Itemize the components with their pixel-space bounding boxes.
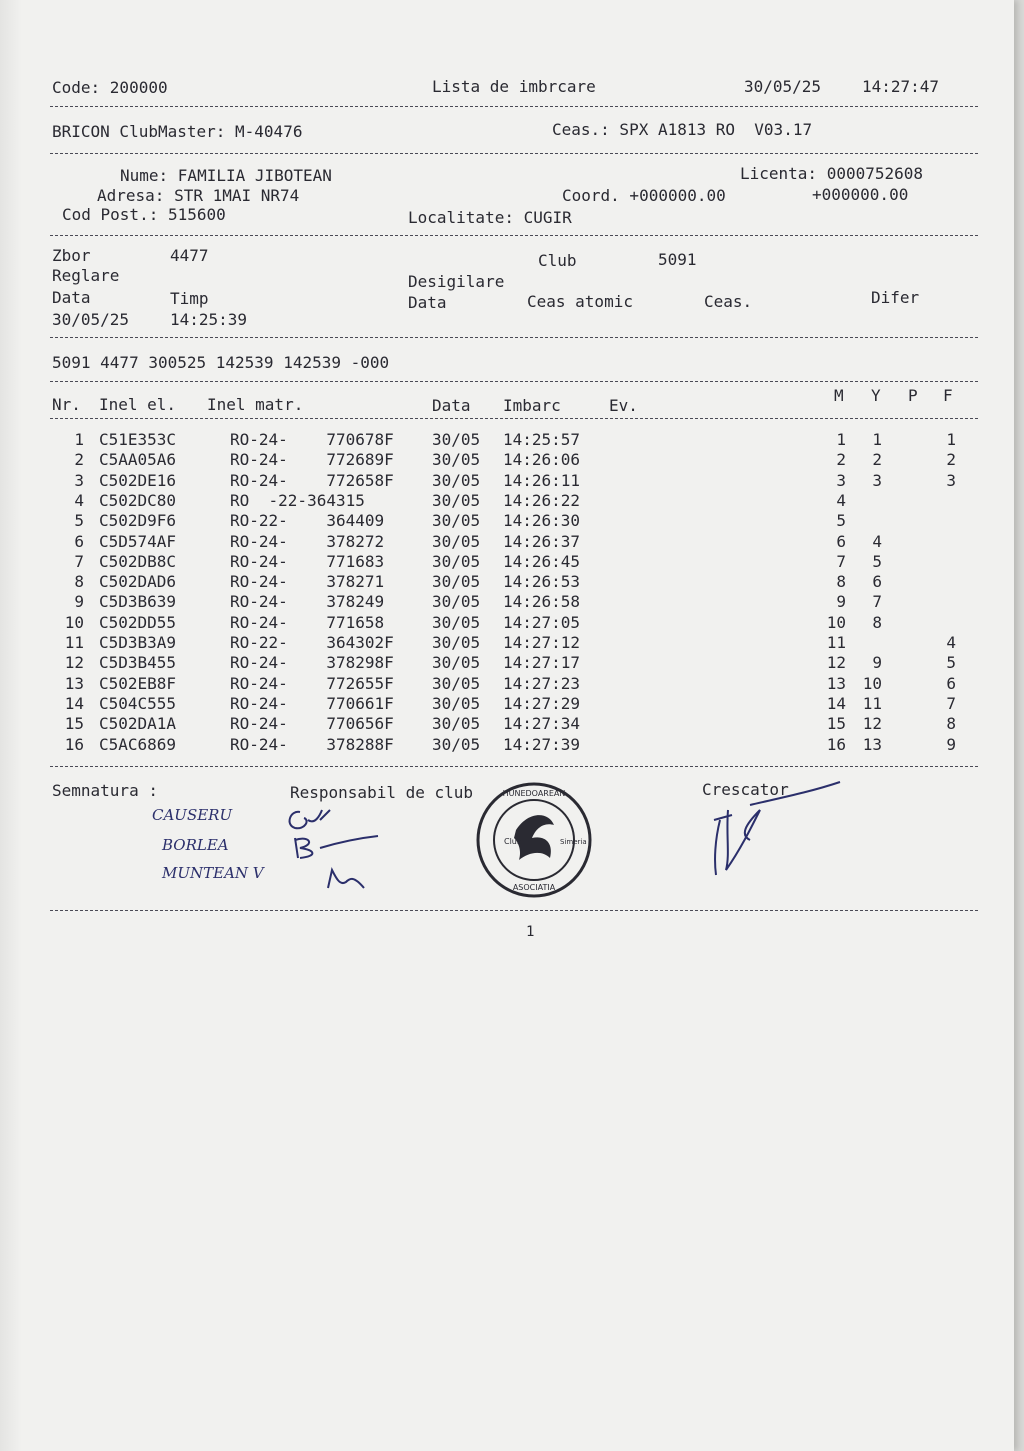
header-date: 30/05/25 (744, 77, 822, 96)
cell-nr: 13 (64, 673, 84, 693)
cell-m: 10 (826, 612, 846, 632)
cell-inel-matr: RO-24- 378271 (230, 572, 394, 592)
table-row (0, 613, 1014, 633)
cell-nr: 15 (64, 714, 84, 734)
cell-data: 30/05 (432, 511, 481, 531)
cell-m: 4 (836, 490, 846, 510)
cell-m: 1 (836, 430, 846, 449)
cell-data: 30/05 (432, 673, 481, 693)
postal-code: Cod Post.: 515600 (62, 205, 226, 224)
reglare-date: 30/05/25 (52, 310, 130, 329)
cell-inel-el: C502EB8F (99, 673, 177, 693)
table-row (0, 592, 1014, 612)
clock-column-label: Ceas. (704, 292, 753, 311)
col-data: Data (432, 396, 471, 415)
cell-imbarc: 14:27:39 (503, 734, 581, 754)
cell-inel-matr: RO -22-364315 (230, 490, 394, 510)
cell-inel-matr: RO-24- 378298F (230, 653, 394, 673)
cell-inel-matr: RO-24- 772658F (230, 470, 394, 490)
header-time: 14:27:47 (862, 77, 940, 96)
flight-label: Zbor (52, 246, 91, 265)
cell-inel-matr: RO-24- 772655F (230, 673, 394, 693)
cell-imbarc: 14:26:45 (503, 551, 581, 571)
col-ev: Ev. (609, 396, 638, 415)
cell-data: 30/05 (432, 531, 481, 551)
cell-nr: 2 (74, 450, 84, 470)
cell-imbarc: 14:26:22 (503, 490, 581, 510)
cell-y: 5 (872, 551, 882, 571)
cell-nr: 8 (74, 572, 84, 592)
cell-inel-el: C502DA1A (99, 714, 177, 734)
table-row (0, 653, 1014, 673)
cell-m: 13 (826, 673, 846, 693)
cell-data: 30/05 (432, 592, 481, 612)
page-number: 1 (526, 924, 535, 940)
breeder-signature (700, 780, 850, 890)
separator (50, 910, 978, 911)
software-label: BRICON ClubMaster: M-40476 (52, 122, 303, 141)
cell-imbarc: 14:27:12 (503, 633, 581, 652)
cell-inel-matr: RO-24- 770661F (230, 693, 394, 713)
cell-y: 9 (872, 653, 882, 673)
cell-m: 11 (826, 633, 846, 652)
cell-inel-el: C5D3B639 (99, 592, 177, 612)
cell-inel-el: C502DD55 (99, 612, 177, 632)
svg-text:Club: Club (504, 837, 522, 846)
cell-data: 30/05 (432, 551, 481, 571)
cell-m: 7 (836, 551, 846, 571)
cell-data: 30/05 (432, 450, 481, 470)
cell-m: 9 (836, 592, 846, 612)
separator (50, 418, 978, 419)
cell-y: 12 (862, 714, 882, 734)
cell-f: 2 (946, 450, 956, 470)
cell-inel-el: C5D3B455 (99, 653, 177, 673)
cell-f: 8 (946, 714, 956, 734)
cell-inel-el: C502D9F6 (99, 511, 177, 531)
cell-m: 5 (836, 511, 846, 531)
handwritten-name-2: BORLEA (162, 836, 229, 854)
cell-m: 12 (826, 653, 846, 673)
cell-data: 30/05 (432, 612, 481, 632)
cell-inel-matr: RO-24- 378249 (230, 592, 394, 612)
col-imbarc: Imbarc (503, 396, 561, 415)
separator (50, 337, 978, 338)
cell-m: 2 (836, 450, 846, 470)
cell-data: 30/05 (432, 653, 481, 673)
col-m: M (834, 386, 844, 405)
coordinates-second: +000000.00 (812, 185, 909, 204)
cell-nr: 12 (64, 653, 84, 673)
cell-data: 30/05 (432, 734, 481, 754)
cell-imbarc: 14:27:05 (503, 612, 581, 632)
cell-nr: 3 (74, 470, 84, 490)
cell-inel-el: C502DE16 (99, 470, 177, 490)
cell-nr: 16 (64, 734, 84, 754)
col-inel-el: Inel el. (99, 395, 177, 414)
club-number: 5091 (658, 250, 697, 269)
table-row (0, 532, 1014, 552)
col-inel-matr: Inel matr. (207, 395, 304, 414)
cell-nr: 7 (74, 551, 84, 571)
cell-m: 14 (826, 693, 846, 713)
cell-nr: 5 (74, 511, 84, 531)
clock-label: Ceas.: SPX A1813 RO V03.17 (552, 120, 813, 139)
cell-imbarc: 14:26:30 (503, 511, 581, 531)
table-row (0, 450, 1014, 470)
cell-inel-matr: RO-24- 772689F (230, 450, 394, 470)
cell-f: 5 (946, 653, 956, 673)
atomic-clock-label: Ceas atomic (527, 292, 633, 311)
separator (50, 235, 978, 236)
separator (50, 106, 978, 107)
handwritten-name-3: MUNTEAN V (162, 864, 264, 882)
flight-code-line: 5091 4477 300525 142539 142539 -000 (52, 353, 390, 372)
cell-imbarc: 14:27:23 (503, 673, 581, 693)
coordinates: Coord. +000000.00 (562, 186, 726, 205)
col-f: F (943, 386, 953, 405)
data-label: Data (52, 288, 91, 307)
timp-label: Timp (170, 289, 209, 308)
cell-nr: 4 (74, 490, 84, 510)
difference-label: Difer (871, 288, 920, 307)
cell-imbarc: 14:27:17 (503, 653, 581, 673)
owner-address: Adresa: STR 1MAI NR74 (97, 186, 300, 205)
cell-inel-matr: RO-24- 770656F (230, 714, 394, 734)
table-row (0, 714, 1014, 734)
cell-inel-matr: RO-24- 771658 (230, 612, 394, 632)
cell-nr: 9 (74, 592, 84, 612)
cell-inel-el: C504C555 (99, 693, 177, 713)
cell-y: 6 (872, 572, 882, 592)
cell-imbarc: 14:26:53 (503, 572, 581, 592)
cell-m: 15 (826, 714, 846, 734)
cell-f: 6 (946, 673, 956, 693)
cell-imbarc: 14:25:57 (503, 430, 581, 449)
table-row (0, 430, 1014, 450)
cell-inel-matr: RO-22- 364409 (230, 511, 394, 531)
cell-nr: 14 (64, 693, 84, 713)
table-row (0, 511, 1014, 531)
club-stamp (474, 780, 594, 900)
cell-y: 10 (862, 673, 882, 693)
cell-y: 13 (862, 734, 882, 754)
cell-imbarc: 14:26:37 (503, 531, 581, 551)
reglare-time: 14:25:39 (170, 310, 248, 329)
cell-imbarc: 14:27:29 (503, 693, 581, 713)
cell-nr: 10 (64, 612, 84, 632)
table-row (0, 694, 1014, 714)
cell-y: 4 (872, 531, 882, 551)
cell-f: 3 (946, 470, 956, 490)
table-row (0, 735, 1014, 755)
cell-inel-el: C51E353C (99, 430, 177, 449)
signature-marks (260, 790, 390, 900)
cell-inel-el: C502DAD6 (99, 572, 177, 592)
document-title: Lista de imbrcare (432, 77, 596, 96)
cell-inel-matr: RO-24- 770678F (230, 430, 394, 449)
cell-data: 30/05 (432, 430, 481, 449)
table-row (0, 552, 1014, 572)
cell-m: 16 (826, 734, 846, 754)
cell-data: 30/05 (432, 572, 481, 592)
cell-data: 30/05 (432, 470, 481, 490)
svg-text:ASOCIATIA: ASOCIATIA (512, 883, 556, 892)
cell-imbarc: 14:26:06 (503, 450, 581, 470)
cell-nr: 1 (74, 430, 84, 449)
cell-y: 3 (872, 470, 882, 490)
cell-y: 7 (872, 592, 882, 612)
svg-text:HUNEDOAREAN: HUNEDOAREAN (502, 789, 566, 798)
desigilare-data-label: Data (408, 293, 447, 312)
flight-number: 4477 (170, 246, 209, 265)
cell-data: 30/05 (432, 693, 481, 713)
cell-inel-matr: RO-22- 364302F (230, 633, 394, 652)
col-nr: Nr. (52, 395, 81, 414)
cell-inel-el: C5AA05A6 (99, 450, 177, 470)
cell-m: 6 (836, 531, 846, 551)
license-number: Licenta: 0000752608 (740, 164, 924, 183)
separator (50, 381, 978, 382)
cell-inel-matr: RO-24- 378288F (230, 734, 394, 754)
cell-y: 11 (862, 693, 882, 713)
breeder-label: Crescator (702, 780, 789, 799)
table-row (0, 572, 1014, 592)
cell-inel-el: C502DC80 (99, 490, 177, 510)
cell-inel-el: C5AC6869 (99, 734, 177, 754)
table-row (0, 633, 1014, 653)
cell-m: 8 (836, 572, 846, 592)
separator (50, 153, 978, 154)
cell-inel-el: C5D3B3A9 (99, 633, 177, 652)
cell-y: 2 (872, 450, 882, 470)
cell-imbarc: 14:26:11 (503, 470, 581, 490)
cell-inel-matr: RO-24- 378272 (230, 531, 394, 551)
cell-f: 7 (946, 693, 956, 713)
col-y: Y (871, 386, 881, 405)
cell-f: 9 (946, 734, 956, 754)
signature-label: Semnatura : (52, 781, 158, 800)
cell-y: 8 (872, 612, 882, 632)
cell-m: 3 (836, 470, 846, 490)
cell-inel-el: C502DB8C (99, 551, 177, 571)
cell-f: 1 (946, 430, 956, 449)
cell-data: 30/05 (432, 714, 481, 734)
col-p: P (908, 386, 918, 405)
table-row (0, 491, 1014, 511)
desigilare-label: Desigilare (408, 272, 505, 291)
cell-data: 30/05 (432, 490, 481, 510)
club-label: Club (538, 251, 577, 270)
table-row (0, 674, 1014, 694)
club-responsible-label: Responsabil de club (290, 783, 474, 802)
code-label: Code: 200000 (52, 78, 168, 97)
reglare-label: Reglare (52, 266, 120, 285)
separator (50, 766, 978, 767)
cell-imbarc: 14:27:34 (503, 714, 581, 734)
svg-text:Simeria: Simeria (560, 838, 587, 846)
handwritten-name-1: CAUSERU (152, 806, 233, 824)
cell-f: 4 (946, 633, 956, 652)
cell-nr: 6 (74, 531, 84, 551)
locality: Localitate: CUGIR (408, 208, 572, 227)
owner-name: Nume: FAMILIA JIBOTEAN (120, 166, 332, 185)
table-row (0, 471, 1014, 491)
cell-inel-matr: RO-24- 771683 (230, 551, 394, 571)
cell-inel-el: C5D574AF (99, 531, 177, 551)
cell-imbarc: 14:26:58 (503, 592, 581, 612)
cell-y: 1 (872, 430, 882, 449)
cell-nr: 11 (64, 633, 84, 652)
cell-data: 30/05 (432, 633, 481, 652)
